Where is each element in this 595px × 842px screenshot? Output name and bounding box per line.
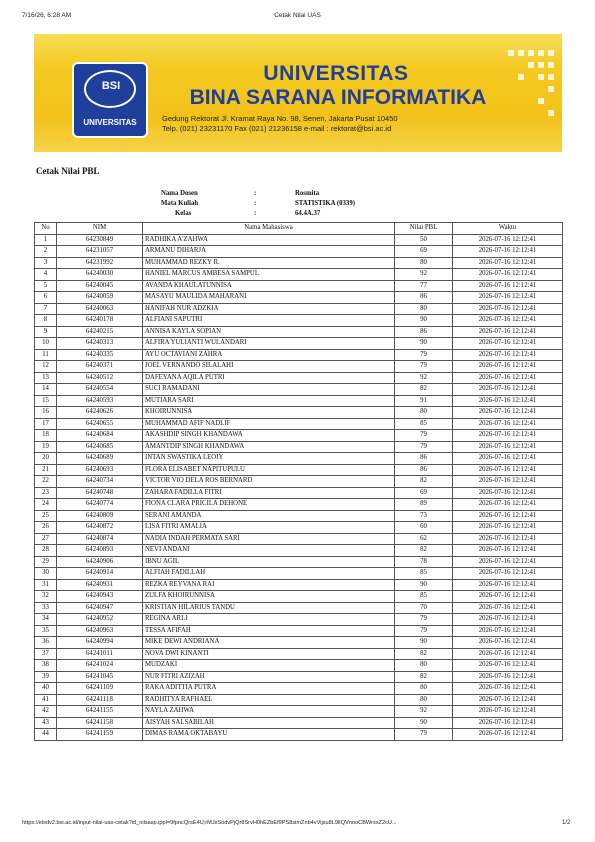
cell-no: 15	[35, 395, 57, 407]
page-url: https://elsdv2.bsi.ac.id/input-nilai-uas-cetak?id_nilsasp.ippl=9fpncQrsE4U;rMJsSodvPjQr8SrvH0hEZbEf9PS8simZnb4vVijsu8L9lIQVnooCBWrsxZ2cU...	[22, 820, 397, 826]
cell-nama: MUHAMMAD AFIF NADLIF	[143, 418, 395, 430]
cell-nama: TESSA AFIFAH	[143, 625, 395, 637]
cell-no: 36	[35, 637, 57, 649]
cell-no: 4	[35, 269, 57, 281]
cell-nama: HANIFAH NUR ADZKIA	[143, 303, 395, 315]
table-row	[35, 660, 563, 672]
cell-nilai: 60	[395, 522, 453, 534]
cell-nim: 64240371	[57, 361, 143, 373]
table-row	[35, 533, 563, 545]
cell-nim: 64241109	[57, 683, 143, 695]
cell-nim: 64240809	[57, 510, 143, 522]
cell-no: 14	[35, 384, 57, 396]
cell-no: 3	[35, 257, 57, 269]
table-row	[35, 545, 563, 557]
cell-nilai: 80	[395, 683, 453, 695]
cell-waktu: 2026-07-16 12:12:41	[453, 430, 563, 442]
cell-nilai: 80	[395, 407, 453, 419]
table-row	[35, 441, 563, 453]
cell-no: 6	[35, 292, 57, 304]
cell-waktu: 2026-07-16 12:12:41	[453, 303, 563, 315]
cell-nim: 64240914	[57, 568, 143, 580]
cell-nama: AYU OCTAVIANI ZAHRA	[143, 349, 395, 361]
cell-nilai: 82	[395, 648, 453, 660]
meta-value-kelas: 64.4A.37	[295, 210, 321, 217]
cell-nama: REGINA ARLI	[143, 614, 395, 626]
cell-nim: 64240748	[57, 487, 143, 499]
table-row	[35, 269, 563, 281]
cell-nama: INTAN SWASTIKA LEOIY	[143, 453, 395, 465]
cell-nama: REZKA REYVANA RAI	[143, 579, 395, 591]
cell-waktu: 2026-07-16 12:12:41	[453, 648, 563, 660]
cell-nim: 64240512	[57, 372, 143, 384]
cell-nama: MUHAMMAD REZKY R.	[143, 257, 395, 269]
cell-nim: 64240994	[57, 637, 143, 649]
table-row	[35, 591, 563, 603]
cell-waktu: 2026-07-16 12:12:41	[453, 625, 563, 637]
cell-nilai: 91	[395, 395, 453, 407]
cell-nilai: 92	[395, 269, 453, 281]
cell-nilai: 82	[395, 384, 453, 396]
print-page-title: Cetak Nilai UAS	[274, 12, 321, 19]
cell-no: 25	[35, 510, 57, 522]
table-row	[35, 729, 563, 741]
cell-nilai: 92	[395, 372, 453, 384]
cell-nim: 64240906	[57, 556, 143, 568]
cell-nim: 64240045	[57, 280, 143, 292]
cell-nilai: 79	[395, 729, 453, 741]
cell-nilai: 85	[395, 568, 453, 580]
cell-nama: ZAHARA FADILLA FITRI	[143, 487, 395, 499]
cell-waktu: 2026-07-16 12:12:41	[453, 418, 563, 430]
table-row	[35, 349, 563, 361]
col-header-nilai: Nilai PBL	[395, 223, 453, 235]
cell-nama: DIMAS RAMA OKTABAYU	[143, 729, 395, 741]
cell-waktu: 2026-07-16 12:12:41	[453, 280, 563, 292]
table-row	[35, 579, 563, 591]
cell-no: 17	[35, 418, 57, 430]
col-header-nim: NIM	[57, 223, 143, 235]
cell-nama: ARMANU DIHARJA	[143, 246, 395, 258]
cell-nim: 64240554	[57, 384, 143, 396]
table-row	[35, 487, 563, 499]
table-row	[35, 499, 563, 511]
cell-nim: 64240943	[57, 591, 143, 603]
cell-waktu: 2026-07-16 12:12:41	[453, 568, 563, 580]
cell-waktu: 2026-07-16 12:12:41	[453, 545, 563, 557]
table-row	[35, 430, 563, 442]
cell-no: 12	[35, 361, 57, 373]
cell-nama: MASAYU MAULIDA MAHARANI	[143, 292, 395, 304]
cell-waktu: 2026-07-16 12:12:41	[453, 729, 563, 741]
table-row	[35, 246, 563, 258]
cell-no: 23	[35, 487, 57, 499]
cell-nama: LISA FITRI AMALIA	[143, 522, 395, 534]
cell-no: 32	[35, 591, 57, 603]
cell-waktu: 2026-07-16 12:12:41	[453, 441, 563, 453]
table-row	[35, 326, 563, 338]
cell-no: 33	[35, 602, 57, 614]
cell-nim: 64240952	[57, 614, 143, 626]
cell-nama: KRISTIAN HILARIUS TANDU	[143, 602, 395, 614]
cell-nama: ALFIRA YULIANTI WULANDARI	[143, 338, 395, 350]
cell-no: 11	[35, 349, 57, 361]
cell-nim: 64240655	[57, 418, 143, 430]
cell-no: 39	[35, 671, 57, 683]
cell-nim: 64241045	[57, 671, 143, 683]
cell-nama: RADHITYA RAFHAEL	[143, 694, 395, 706]
cell-nama: NAYLA ZAHWA	[143, 706, 395, 718]
table-row	[35, 338, 563, 350]
cell-waktu: 2026-07-16 12:12:41	[453, 510, 563, 522]
cell-nama: JOEL VERNANDO SILALAHI	[143, 361, 395, 373]
cell-nama: NADIA INDAH PERMATA SARI	[143, 533, 395, 545]
table-row	[35, 292, 563, 304]
cell-waktu: 2026-07-16 12:12:41	[453, 533, 563, 545]
cell-nim: 64240593	[57, 395, 143, 407]
cell-nilai: 90	[395, 637, 453, 649]
grades-table	[34, 222, 563, 741]
cell-nama: MUDZAKI	[143, 660, 395, 672]
cell-nilai: 86	[395, 326, 453, 338]
cell-nilai: 90	[395, 338, 453, 350]
banner-contact: Telp. (021) 23231170 Fax (021) 21236158 e-mail : rektorat@bsi.ac.id	[162, 124, 392, 133]
meta-label: Nama Dosen	[161, 190, 198, 197]
cell-no: 41	[35, 694, 57, 706]
cell-nilai: 86	[395, 292, 453, 304]
cell-no: 22	[35, 476, 57, 488]
cell-nim: 64240963	[57, 625, 143, 637]
table-row	[35, 418, 563, 430]
cell-nilai: 90	[395, 315, 453, 327]
cell-nim: 64241118	[57, 694, 143, 706]
page-number: 1/2	[562, 820, 571, 826]
cell-nilai: 79	[395, 614, 453, 626]
cell-waktu: 2026-07-16 12:12:41	[453, 591, 563, 603]
cell-nilai: 80	[395, 303, 453, 315]
cell-nama: NOVA DWI KINANTI	[143, 648, 395, 660]
cell-waktu: 2026-07-16 12:12:41	[453, 326, 563, 338]
cell-nim: 64241024	[57, 660, 143, 672]
cell-nama: HANIEL MARCUS AMBESA SAMPUL	[143, 269, 395, 281]
cell-no: 20	[35, 453, 57, 465]
cell-waktu: 2026-07-16 12:12:41	[453, 372, 563, 384]
cell-nama: AVANDA KHAULATUNNISA	[143, 280, 395, 292]
cell-no: 24	[35, 499, 57, 511]
cell-nilai: 82	[395, 476, 453, 488]
cell-no: 28	[35, 545, 57, 557]
cell-nilai: 86	[395, 453, 453, 465]
cell-nilai: 62	[395, 533, 453, 545]
cell-waktu: 2026-07-16 12:12:41	[453, 602, 563, 614]
cell-nilai: 85	[395, 591, 453, 603]
table-row	[35, 453, 563, 465]
cell-waktu: 2026-07-16 12:12:41	[453, 476, 563, 488]
meta-colon: :	[254, 190, 257, 197]
cell-nama: KHOIRUNNISA	[143, 407, 395, 419]
cell-waktu: 2026-07-16 12:12:41	[453, 395, 563, 407]
table-row	[35, 464, 563, 476]
cell-nilai: 77	[395, 280, 453, 292]
cell-nilai: 90	[395, 579, 453, 591]
cell-nim: 64240872	[57, 522, 143, 534]
cell-no: 5	[35, 280, 57, 292]
table-row	[35, 683, 563, 695]
cell-nama: IBNU AGIL	[143, 556, 395, 568]
cell-waktu: 2026-07-16 12:12:41	[453, 315, 563, 327]
university-logo	[72, 62, 148, 138]
cell-waktu: 2026-07-16 12:12:41	[453, 453, 563, 465]
cell-no: 16	[35, 407, 57, 419]
cell-nim: 64230849	[57, 234, 143, 246]
cell-nim: 64240689	[57, 453, 143, 465]
cell-nama: NUR FITRI AZIZAH	[143, 671, 395, 683]
cell-no: 43	[35, 717, 57, 729]
cell-nama: SERANI AMANDA	[143, 510, 395, 522]
cell-nama: AKASHDIP SINGH KHANDAWA	[143, 430, 395, 442]
cell-nim: 64240685	[57, 441, 143, 453]
table-row	[35, 602, 563, 614]
meta-value-dosen: Rosmita	[295, 190, 320, 197]
banner-line1: UNIVERSITAS	[263, 62, 409, 85]
cell-nama: NEVI ANDANI	[143, 545, 395, 557]
table-row	[35, 694, 563, 706]
table-row	[35, 625, 563, 637]
cell-nama: RADHIKA A'ZAHWA	[143, 234, 395, 246]
banner-address: Gedung Rektorat Jl. Kramat Raya No. 98, Senen, Jakarta Pusat 10450	[162, 114, 398, 123]
cell-no: 29	[35, 556, 57, 568]
cell-nilai: 70	[395, 602, 453, 614]
cell-nama: AMANTDIP SINGH KHANDAWA	[143, 441, 395, 453]
cell-waktu: 2026-07-16 12:12:41	[453, 671, 563, 683]
cell-no: 1	[35, 234, 57, 246]
cell-nim: 64231057	[57, 246, 143, 258]
cell-nim: 64240335	[57, 349, 143, 361]
table-row	[35, 315, 563, 327]
cell-nim: 64240684	[57, 430, 143, 442]
cell-nim: 64240626	[57, 407, 143, 419]
table-row	[35, 384, 563, 396]
cell-nim: 64240313	[57, 338, 143, 350]
cell-waktu: 2026-07-16 12:12:41	[453, 717, 563, 729]
cell-waktu: 2026-07-16 12:12:41	[453, 706, 563, 718]
table-row	[35, 510, 563, 522]
cell-nama: ZULFA KHOIRUNNISA	[143, 591, 395, 603]
cell-no: 34	[35, 614, 57, 626]
table-row	[35, 303, 563, 315]
cell-waktu: 2026-07-16 12:12:41	[453, 522, 563, 534]
cell-no: 9	[35, 326, 57, 338]
cell-no: 7	[35, 303, 57, 315]
col-header-no: No	[35, 223, 57, 235]
table-row	[35, 706, 563, 718]
cell-nama: MUTIARA SARI	[143, 395, 395, 407]
meta-label: Kelas	[175, 210, 192, 217]
cell-nama: SUCI RAMADANI	[143, 384, 395, 396]
cell-waktu: 2026-07-16 12:12:41	[453, 349, 563, 361]
cell-waktu: 2026-07-16 12:12:41	[453, 614, 563, 626]
cell-nilai: 80	[395, 257, 453, 269]
cell-nama: FIONA CLARA PRICILA DEHONE	[143, 499, 395, 511]
cell-nim: 64240059	[57, 292, 143, 304]
cell-nim: 64231992	[57, 257, 143, 269]
table-row	[35, 372, 563, 384]
cell-waktu: 2026-07-16 12:12:41	[453, 464, 563, 476]
cell-no: 19	[35, 441, 57, 453]
cell-nilai: 79	[395, 430, 453, 442]
cell-no: 44	[35, 729, 57, 741]
meta-label: Mata Kuliah	[161, 200, 199, 207]
table-row	[35, 407, 563, 419]
cell-nim: 64241159	[57, 729, 143, 741]
cell-waktu: 2026-07-16 12:12:41	[453, 292, 563, 304]
cell-nim: 64240893	[57, 545, 143, 557]
cell-nim: 64240178	[57, 315, 143, 327]
table-row	[35, 637, 563, 649]
cell-nilai: 85	[395, 418, 453, 430]
logo-mark: BSI	[101, 80, 121, 92]
cell-nilai: 90	[395, 717, 453, 729]
cell-nama: MIKE DEWI ANDRIANA	[143, 637, 395, 649]
cell-nim: 64240734	[57, 476, 143, 488]
cell-no: 31	[35, 579, 57, 591]
cell-nim: 64240774	[57, 499, 143, 511]
cell-nim: 64240030	[57, 269, 143, 281]
cell-waktu: 2026-07-16 12:12:41	[453, 683, 563, 695]
cell-nim: 64240215	[57, 326, 143, 338]
cell-nama: AISYAH SALSABILAH	[143, 717, 395, 729]
cell-waktu: 2026-07-16 12:12:41	[453, 556, 563, 568]
logo-text: UNIVERSITAS	[83, 118, 137, 127]
cell-nim: 64240931	[57, 579, 143, 591]
col-header-waktu: Waktu	[453, 223, 563, 235]
cell-waktu: 2026-07-16 12:12:41	[453, 694, 563, 706]
cell-no: 30	[35, 568, 57, 580]
meta-colon: :	[254, 200, 257, 207]
cell-nilai: 79	[395, 361, 453, 373]
cell-no: 27	[35, 533, 57, 545]
cell-no: 40	[35, 683, 57, 695]
cell-waktu: 2026-07-16 12:12:41	[453, 246, 563, 258]
cell-nilai: 79	[395, 349, 453, 361]
cell-nilai: 86	[395, 464, 453, 476]
cell-no: 26	[35, 522, 57, 534]
cell-nilai: 78	[395, 556, 453, 568]
table-row	[35, 568, 563, 580]
cell-nama: RAKA ADITTIA PUTRA	[143, 683, 395, 695]
cell-waktu: 2026-07-16 12:12:41	[453, 384, 563, 396]
page-title: Cetak Nilai PBL	[36, 166, 100, 176]
table-row	[35, 717, 563, 729]
cell-nilai: 69	[395, 487, 453, 499]
cell-no: 2	[35, 246, 57, 258]
table-row	[35, 556, 563, 568]
table-row	[35, 395, 563, 407]
cell-nilai: 89	[395, 499, 453, 511]
table-row	[35, 476, 563, 488]
cell-waktu: 2026-07-16 12:12:41	[453, 257, 563, 269]
cell-waktu: 2026-07-16 12:12:41	[453, 487, 563, 499]
cell-nilai: 92	[395, 706, 453, 718]
cell-waktu: 2026-07-16 12:12:41	[453, 361, 563, 373]
cell-no: 37	[35, 648, 57, 660]
cell-no: 13	[35, 372, 57, 384]
cell-nilai: 73	[395, 510, 453, 522]
cell-nim: 64240693	[57, 464, 143, 476]
cell-waktu: 2026-07-16 12:12:41	[453, 499, 563, 511]
cell-nilai: 82	[395, 671, 453, 683]
cell-waktu: 2026-07-16 12:12:41	[453, 579, 563, 591]
table-row	[35, 648, 563, 660]
cell-nilai: 79	[395, 441, 453, 453]
cell-waktu: 2026-07-16 12:12:41	[453, 269, 563, 281]
cell-no: 8	[35, 315, 57, 327]
cell-nama: ALFIANI SAPUTRI	[143, 315, 395, 327]
cell-nilai: 80	[395, 660, 453, 672]
cell-nama: VICTOR VIO DELA ROS BERNARD	[143, 476, 395, 488]
cell-nilai: 69	[395, 246, 453, 258]
table-row	[35, 522, 563, 534]
cell-nama: ALFIAH FADILLAH	[143, 568, 395, 580]
meta-colon: :	[254, 210, 257, 217]
cell-waktu: 2026-07-16 12:12:41	[453, 234, 563, 246]
col-header-nama: Nama Mahasiswa	[143, 223, 395, 235]
table-row	[35, 671, 563, 683]
cell-no: 35	[35, 625, 57, 637]
university-banner	[34, 34, 562, 152]
cell-nim: 64240063	[57, 303, 143, 315]
print-datetime: 7/16/26, 6:28 AM	[22, 12, 72, 19]
cell-waktu: 2026-07-16 12:12:41	[453, 660, 563, 672]
cell-no: 38	[35, 660, 57, 672]
table-row	[35, 257, 563, 269]
cell-waktu: 2026-07-16 12:12:41	[453, 637, 563, 649]
meta-value-matkul: STATISTIKA (0339)	[295, 200, 355, 207]
table-row	[35, 234, 563, 246]
cell-nim: 64240874	[57, 533, 143, 545]
cell-nim: 64241158	[57, 717, 143, 729]
cell-waktu: 2026-07-16 12:12:41	[453, 407, 563, 419]
table-row	[35, 280, 563, 292]
cell-waktu: 2026-07-16 12:12:41	[453, 338, 563, 350]
table-row	[35, 614, 563, 626]
cell-no: 18	[35, 430, 57, 442]
cell-nama: DAFEYANA AQILA PUTRI	[143, 372, 395, 384]
cell-no: 42	[35, 706, 57, 718]
table-header-row	[35, 223, 563, 235]
table-row	[35, 361, 563, 373]
cell-no: 10	[35, 338, 57, 350]
cell-nim: 64240947	[57, 602, 143, 614]
cell-nilai: 82	[395, 545, 453, 557]
cell-nilai: 79	[395, 625, 453, 637]
banner-line2: BINA SARANA INFORMATIKA	[189, 86, 487, 109]
cell-nim: 64241155	[57, 706, 143, 718]
cell-no: 21	[35, 464, 57, 476]
cell-nilai: 80	[395, 694, 453, 706]
cell-nilai: 50	[395, 234, 453, 246]
cell-nama: FLORA ELISABET NAPITUPULU	[143, 464, 395, 476]
cell-nim: 64241011	[57, 648, 143, 660]
cell-nama: ANNISA KAYLA SOPIAN	[143, 326, 395, 338]
